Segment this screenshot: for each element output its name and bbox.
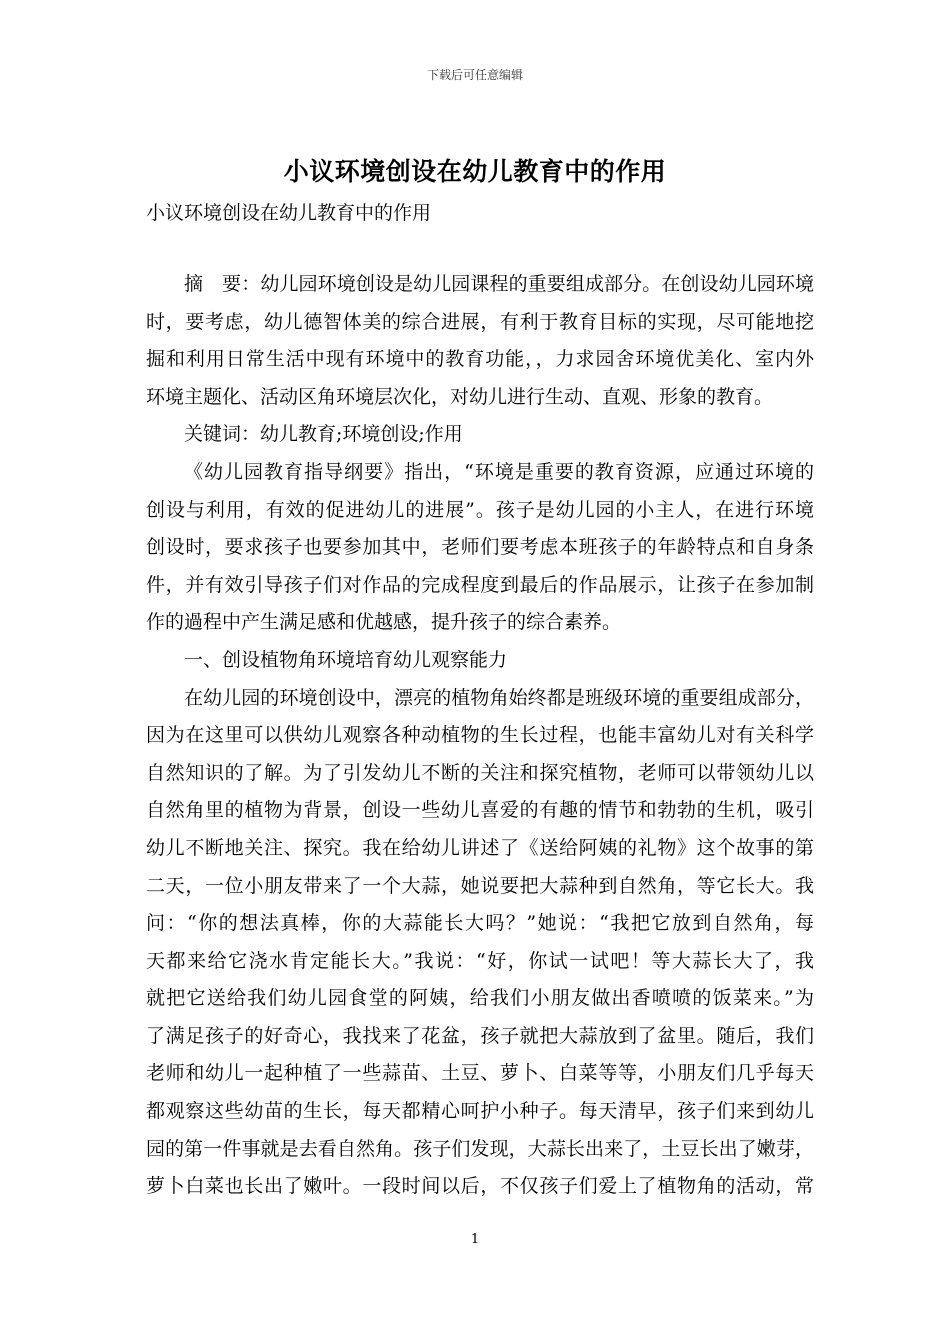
paragraph-line: 园的第一件事就是去看自然角。孩子们发现，大蒜长出来了，土豆长出了嫩芽， (146, 1137, 814, 1160)
document-body (146, 266, 814, 1206)
header-note: 下载后可任意编辑 (426, 68, 523, 82)
abstract-line: 摘 要：幼儿园环境创设是幼儿园课程的重要组成部分。在创设幼儿园环境 (184, 273, 814, 295)
abstract-line: 掘和利用日常生活中现有环境中的教育功能，，力求园舍环境优美化、室内外 (146, 348, 814, 371)
paragraph-line: 自然角里的植物为背景，创设一些幼儿喜爱的有趣的情节和勃勃的生机，吸引 (146, 799, 814, 822)
paragraph-line: 老师和幼儿一起种植了一些蒜苗、土豆、萝卜、白菜等等，小朋友们几乎每天 (146, 1062, 814, 1085)
section-heading: 一、创设植物角环境培育幼儿观察能力 (184, 648, 508, 671)
paragraph-line: 在幼儿园的环境创设中，漂亮的植物角始终都是班级环境的重要组成部分， (184, 686, 814, 709)
paragraph-line: 创设与利用，有效的促进幼儿的进展”。孩子是幼儿园的小主人，在进行环境 (146, 498, 814, 521)
abstract-line: 时，要考虑，幼儿德智体美的综合进展，有利于教育目标的实现，尽可能地挖 (146, 310, 814, 333)
document-subtitle: 小议环境创设在幼儿教育中的作用 (146, 202, 432, 224)
page-number: 1 (470, 1232, 480, 1247)
paragraph-line: 问：“你的想法真棒，你的大蒜能长大吗？”她说：“我把它放到自然角，每 (146, 912, 814, 935)
paragraph-line: 萝卜白菜也长出了嫩叶。一段时间以后，不仅孩子们爱上了植物角的活动，常 (146, 1175, 814, 1198)
paragraph-line: 天都来给它浇水肯定能长大。”我说：“好，你试一试吧！等大蒜长大了，我 (146, 949, 814, 972)
keywords-line: 关键词：幼儿教育;环境创设;作用 (184, 423, 463, 446)
paragraph-line: 自然知识的了解。为了引发幼儿不断的关注和探究植物，老师可以带领幼儿以 (146, 761, 814, 784)
paragraph-line: 件，并有效引导孩子们对作品的完成程度到最后的作品展示，让孩子在参加制 (146, 573, 814, 596)
paragraph-line: 都观察这些幼苗的生长，每天都精心呵护小种子。每天清早，孩子们来到幼儿 (146, 1100, 814, 1123)
paragraph-line: 因为在这里可以供幼儿观察各种动植物的生长过程，也能丰富幼儿对有关科学 (146, 724, 814, 747)
paragraph-line: 《幼儿园教育指导纲要》指出，“环境是重要的教育资源，应通过环境的 (184, 460, 814, 483)
paragraph-line: 二天，一位小朋友带来了一个大蒜，她说要把大蒜种到自然角，等它长大。我 (146, 874, 814, 897)
paragraph-line: 创设时，要求孩子也要参加其中，老师们要考虑本班孩子的年龄特点和自身条 (146, 536, 814, 559)
paragraph-line: 作的過程中产生满足感和优越感，提升孩子的综合素养。 (146, 611, 622, 634)
document-title: 小议环境创设在幼儿教育中的作用 (283, 157, 667, 186)
paragraph-line: 幼儿不断地关注、探究。我在给幼儿讲述了《送给阿姨的礼物》这个故事的第 (146, 836, 814, 859)
abstract-line: 环境主题化、活动区角环境层次化，对幼儿进行生动、直观、形象的教育。 (146, 385, 774, 408)
paragraph-line: 就把它送给我们幼儿园食堂的阿姨，给我们小朋友做出香喷喷的饭菜来。”为 (146, 987, 814, 1010)
paragraph-line: 了满足孩子的好奇心，我找来了花盆，孩子就把大蒜放到了盆里。随后，我们 (146, 1024, 814, 1047)
